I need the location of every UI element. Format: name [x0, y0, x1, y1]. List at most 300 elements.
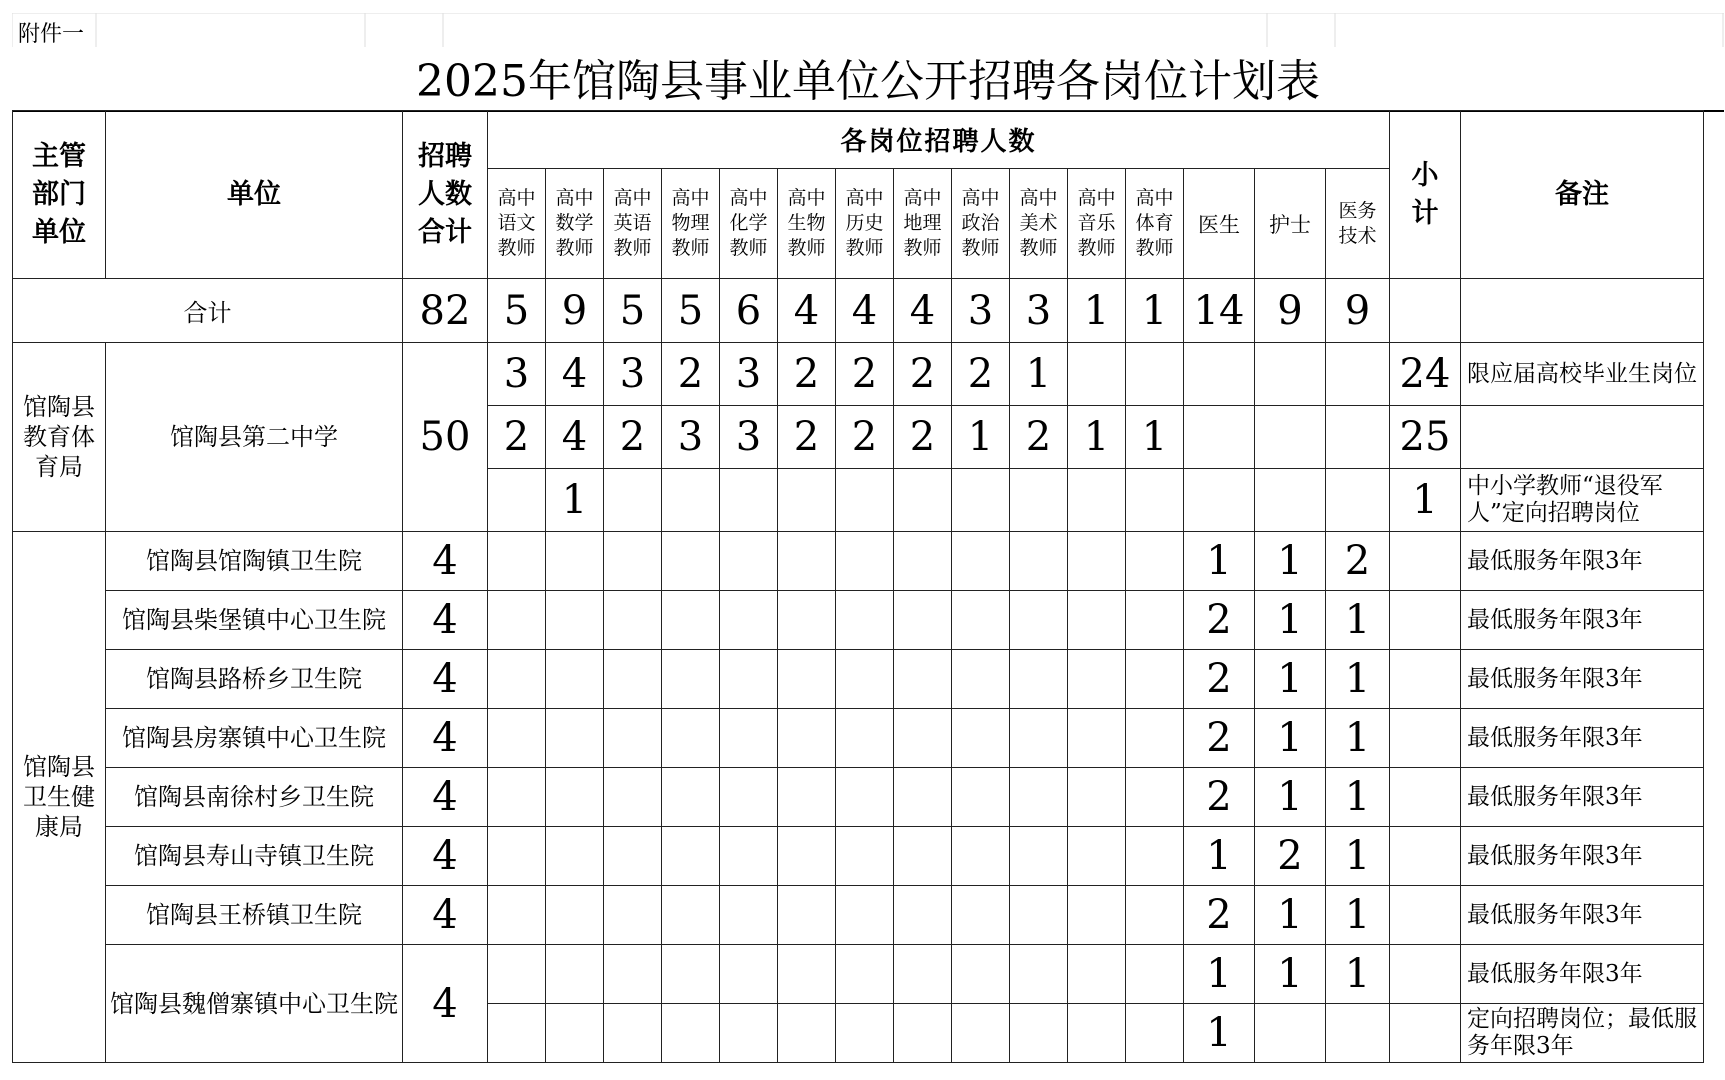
unit-total: 4: [403, 650, 488, 709]
position-count: [662, 591, 720, 650]
total-count: 82: [403, 279, 488, 343]
position-count: 2: [894, 406, 952, 469]
position-count: [1126, 1004, 1184, 1063]
position-count: [1255, 406, 1326, 469]
header-position-10: [1068, 169, 1126, 279]
row-remark: 最低服务年限3年: [1461, 709, 1704, 768]
position-count: 2: [836, 343, 894, 406]
unit-total: 4: [403, 945, 488, 1063]
position-count: 3: [720, 343, 778, 406]
nurse-count: 1: [1255, 886, 1326, 945]
unit-total: 50: [403, 343, 488, 532]
header-position-6-line: 教师: [845, 237, 884, 259]
position-count: [662, 469, 720, 532]
position-count: [720, 650, 778, 709]
position-count: [546, 827, 604, 886]
position-count: [894, 709, 952, 768]
total-remark: [1461, 279, 1704, 343]
position-count: [1068, 945, 1126, 1004]
position-count: [778, 709, 836, 768]
doctor-count: 2: [1184, 768, 1255, 827]
header-position-3-line: 高中: [671, 187, 710, 209]
row-subtotal: [1390, 532, 1461, 591]
row-subtotal: [1390, 886, 1461, 945]
header-position-14-line: 技术: [1338, 224, 1377, 247]
position-count: [778, 650, 836, 709]
position-count: 2: [952, 343, 1010, 406]
position-count: [836, 650, 894, 709]
position-count: [604, 469, 662, 532]
total-value-8: 3: [952, 279, 1010, 343]
nurse-count: 1: [1255, 650, 1326, 709]
position-count: [1068, 650, 1126, 709]
unit-total: 4: [403, 768, 488, 827]
total-value-3: 5: [662, 279, 720, 343]
header-position-0-line: 教师: [497, 237, 536, 259]
header-total-line: 人数: [418, 178, 472, 210]
dept-education-line: 馆陶县: [23, 393, 95, 421]
position-count: 2: [488, 406, 546, 469]
position-count: [488, 709, 546, 768]
header-position-2-line: 英语: [613, 212, 652, 234]
unit-total: 4: [403, 591, 488, 650]
row-subtotal: 1: [1390, 469, 1461, 532]
total-value-14: 9: [1326, 279, 1390, 343]
row-remark: 最低服务年限3年: [1461, 532, 1704, 591]
dept-health-line: 卫生健: [23, 783, 95, 811]
position-count: [1068, 532, 1126, 591]
position-count: [1010, 591, 1068, 650]
position-count: [1068, 343, 1126, 406]
position-count: [1126, 591, 1184, 650]
position-count: [952, 827, 1010, 886]
position-count: [662, 532, 720, 591]
header-position-group: 各岗位招聘人数: [488, 111, 1390, 169]
unit-name: 馆陶县柴堡镇中心卫生院: [106, 591, 403, 650]
position-count: [1126, 343, 1184, 406]
position-count: [720, 827, 778, 886]
unit-name: 馆陶县路桥乡卫生院: [106, 650, 403, 709]
header-position-0-line: 高中: [497, 187, 536, 209]
nurse-count: 1: [1255, 709, 1326, 768]
position-count: [1184, 469, 1255, 532]
header-position-7: [894, 169, 952, 279]
position-count: [1010, 709, 1068, 768]
header-position-4-line: 教师: [729, 237, 768, 259]
position-count: [662, 945, 720, 1004]
nurse-count: 1: [1255, 945, 1326, 1004]
row-subtotal: [1390, 768, 1461, 827]
position-count: [1068, 886, 1126, 945]
position-count: [894, 945, 952, 1004]
header-position-5: [778, 169, 836, 279]
position-count: [662, 1004, 720, 1063]
position-count: [488, 532, 546, 591]
position-count: [894, 469, 952, 532]
position-count: 4: [546, 406, 604, 469]
position-count: [1126, 650, 1184, 709]
row-remark: 定向招聘岗位；最低服务年限3年: [1461, 1004, 1704, 1063]
position-count: 1: [546, 469, 604, 532]
position-count: [778, 886, 836, 945]
position-count: [1010, 469, 1068, 532]
position-count: [1184, 343, 1255, 406]
header-position-0: [488, 169, 546, 279]
unit-total: 4: [403, 532, 488, 591]
unit-name: 馆陶县南徐村乡卫生院: [106, 768, 403, 827]
row-remark: [1461, 406, 1704, 469]
position-count: 3: [720, 406, 778, 469]
position-count: [720, 591, 778, 650]
position-count: [546, 532, 604, 591]
position-count: [1126, 945, 1184, 1004]
position-count: [1068, 768, 1126, 827]
header-position-11-line: 体育: [1135, 212, 1174, 234]
row-remark: 最低服务年限3年: [1461, 650, 1704, 709]
position-count: [662, 709, 720, 768]
header-dept-line: 部门: [32, 178, 86, 210]
position-count: [1010, 532, 1068, 591]
dept-education: [13, 343, 106, 532]
position-count: [1326, 343, 1390, 406]
position-count: [1126, 532, 1184, 591]
position-count: [488, 945, 546, 1004]
header-position-12-line: 医生: [1198, 212, 1240, 237]
position-count: 2: [604, 406, 662, 469]
position-count: [894, 650, 952, 709]
header-remark: 备注: [1461, 111, 1704, 279]
position-count: [778, 469, 836, 532]
position-count: [952, 650, 1010, 709]
header-position-10-line: 教师: [1077, 237, 1116, 259]
header-position-7-line: 高中: [903, 187, 942, 209]
position-count: [1010, 886, 1068, 945]
unit-name: 馆陶县馆陶镇卫生院: [106, 532, 403, 591]
position-count: [488, 827, 546, 886]
nurse-count: 1: [1255, 768, 1326, 827]
position-count: [488, 886, 546, 945]
doctor-count: 2: [1184, 650, 1255, 709]
position-count: [1068, 709, 1126, 768]
unit-name: 馆陶县第二中学: [106, 343, 403, 532]
header-position-14-line: 医务: [1338, 199, 1377, 222]
unit-total: 4: [403, 827, 488, 886]
header-total: [403, 111, 488, 279]
position-count: 2: [894, 343, 952, 406]
attachment-label: 附件一: [18, 22, 85, 47]
header-position-11-line: 高中: [1135, 187, 1174, 209]
position-count: [488, 768, 546, 827]
position-count: 4: [546, 343, 604, 406]
row-subtotal: [1390, 591, 1461, 650]
position-count: [952, 886, 1010, 945]
position-count: [662, 886, 720, 945]
header-position-9-line: 教师: [1019, 237, 1058, 259]
position-count: [720, 532, 778, 591]
page-title: 2025年馆陶县事业单位公开招聘各岗位计划表: [12, 47, 1724, 112]
position-count: [1126, 768, 1184, 827]
total-value-13: 9: [1255, 279, 1326, 343]
total-value-6: 4: [836, 279, 894, 343]
total-value-9: 3: [1010, 279, 1068, 343]
position-count: [488, 1004, 546, 1063]
position-count: [952, 1004, 1010, 1063]
header-position-8-line: 教师: [961, 237, 1000, 259]
total-value-4: 6: [720, 279, 778, 343]
position-count: [1326, 406, 1390, 469]
position-count: [952, 768, 1010, 827]
header-position-9-line: 美术: [1019, 212, 1058, 234]
position-count: 1: [1010, 343, 1068, 406]
header-position-11-line: 教师: [1135, 237, 1174, 259]
position-count: [604, 532, 662, 591]
position-count: [604, 945, 662, 1004]
header-dept-line: 单位: [32, 216, 86, 248]
position-count: [1255, 343, 1326, 406]
dept-health-line: 康局: [35, 813, 83, 841]
nurse-count: 2: [1255, 827, 1326, 886]
doctor-count: 2: [1184, 709, 1255, 768]
position-count: [662, 768, 720, 827]
position-count: [836, 945, 894, 1004]
position-count: [836, 709, 894, 768]
position-count: [778, 1004, 836, 1063]
medtech-count: 1: [1326, 886, 1390, 945]
position-count: [488, 469, 546, 532]
position-count: [1010, 945, 1068, 1004]
position-count: 2: [778, 406, 836, 469]
row-subtotal: [1390, 1004, 1461, 1063]
position-count: [836, 1004, 894, 1063]
unit-name: 馆陶县房寨镇中心卫生院: [106, 709, 403, 768]
total-value-11: 1: [1126, 279, 1184, 343]
header-position-13: [1255, 169, 1326, 279]
position-count: [1126, 886, 1184, 945]
doctor-count: 1: [1184, 532, 1255, 591]
position-count: [1326, 469, 1390, 532]
unit-total: 4: [403, 709, 488, 768]
header-position-3-line: 物理: [671, 212, 710, 234]
nurse-count: 1: [1255, 591, 1326, 650]
header-position-2-line: 高中: [613, 187, 652, 209]
position-count: 3: [488, 343, 546, 406]
row-remark: 中小学教师“退役军人”定向招聘岗位: [1461, 469, 1704, 532]
position-count: [662, 827, 720, 886]
position-count: [720, 469, 778, 532]
position-count: [546, 1004, 604, 1063]
position-count: 2: [1010, 406, 1068, 469]
position-count: 1: [952, 406, 1010, 469]
position-count: [836, 469, 894, 532]
header-position-1-line: 教师: [555, 237, 594, 259]
total-value-1: 9: [546, 279, 604, 343]
position-count: [1010, 768, 1068, 827]
position-count: [778, 827, 836, 886]
unit-name: 馆陶县王桥镇卫生院: [106, 886, 403, 945]
position-count: 3: [662, 406, 720, 469]
position-count: [894, 827, 952, 886]
position-count: [894, 1004, 952, 1063]
position-count: [1068, 591, 1126, 650]
header-position-2-line: 教师: [613, 237, 652, 259]
position-count: [604, 886, 662, 945]
position-count: [720, 886, 778, 945]
position-count: [546, 886, 604, 945]
position-count: [778, 945, 836, 1004]
position-count: [894, 886, 952, 945]
medtech-count: 1: [1326, 945, 1390, 1004]
position-count: [720, 768, 778, 827]
position-count: [1068, 827, 1126, 886]
position-count: [894, 532, 952, 591]
position-count: [1255, 469, 1326, 532]
row-remark: 最低服务年限3年: [1461, 945, 1704, 1004]
position-count: [1126, 709, 1184, 768]
doctor-count: 2: [1184, 886, 1255, 945]
position-count: [1010, 827, 1068, 886]
position-count: [720, 1004, 778, 1063]
header-position-1-line: 高中: [555, 187, 594, 209]
header-position-13-line: 护士: [1269, 212, 1311, 237]
row-remark: 最低服务年限3年: [1461, 827, 1704, 886]
header-subtotal-line: 小: [1411, 159, 1439, 191]
position-count: [546, 709, 604, 768]
position-count: [604, 1004, 662, 1063]
dept-education-line: 教育体: [23, 423, 95, 451]
position-count: [1068, 469, 1126, 532]
position-count: 3: [604, 343, 662, 406]
position-count: [1010, 1004, 1068, 1063]
medtech-count: 1: [1326, 709, 1390, 768]
position-count: 1: [1068, 406, 1126, 469]
position-count: [1126, 469, 1184, 532]
medtech-count: [1326, 1004, 1390, 1063]
header-position-4-line: 高中: [729, 187, 768, 209]
position-count: [952, 591, 1010, 650]
position-count: [894, 768, 952, 827]
position-count: [836, 591, 894, 650]
header-subtotal: [1390, 111, 1461, 279]
header-position-10-line: 高中: [1077, 187, 1116, 209]
total-value-7: 4: [894, 279, 952, 343]
header-unit: 单位: [106, 111, 403, 279]
header-dept-line: 主管: [32, 140, 86, 172]
header-position-7-line: 地理: [903, 212, 942, 234]
header-position-6-line: 历史: [845, 212, 884, 234]
row-remark: 最低服务年限3年: [1461, 886, 1704, 945]
position-count: [604, 827, 662, 886]
position-count: [952, 709, 1010, 768]
header-position-1-line: 数学: [555, 212, 594, 234]
attachment-header-row: [12, 13, 1724, 47]
position-count: [778, 532, 836, 591]
position-count: [1126, 827, 1184, 886]
medtech-count: 2: [1326, 532, 1390, 591]
medtech-count: 1: [1326, 768, 1390, 827]
dept-health-line: 馆陶县: [23, 753, 95, 781]
medtech-count: 1: [1326, 650, 1390, 709]
position-count: 2: [778, 343, 836, 406]
position-count: [1010, 650, 1068, 709]
header-position-5-line: 教师: [787, 237, 826, 259]
position-count: [836, 886, 894, 945]
position-count: 2: [662, 343, 720, 406]
header-position-9-line: 高中: [1019, 187, 1058, 209]
header-position-10-line: 音乐: [1077, 212, 1116, 234]
unit-name: 馆陶县寿山寺镇卫生院: [106, 827, 403, 886]
doctor-count: 1: [1184, 1004, 1255, 1063]
nurse-count: [1255, 1004, 1326, 1063]
header-position-9: [1010, 169, 1068, 279]
doctor-count: 2: [1184, 591, 1255, 650]
position-count: [952, 469, 1010, 532]
attachment-row-gridlines: [12, 13, 1724, 47]
header-position-3-line: 教师: [671, 237, 710, 259]
position-count: [836, 827, 894, 886]
header-position-2: [604, 169, 662, 279]
position-count: [1184, 406, 1255, 469]
header-total-line: 招聘: [418, 140, 472, 172]
position-count: 1: [1126, 406, 1184, 469]
position-count: [778, 768, 836, 827]
position-count: [894, 591, 952, 650]
header-subtotal-line: 计: [1411, 197, 1439, 229]
row-subtotal: [1390, 827, 1461, 886]
total-label: 合计: [13, 279, 403, 343]
position-count: [952, 945, 1010, 1004]
position-count: [720, 709, 778, 768]
medtech-count: 1: [1326, 591, 1390, 650]
row-subtotal: [1390, 650, 1461, 709]
dept-health: [13, 532, 106, 1063]
position-count: [604, 591, 662, 650]
position-count: [604, 709, 662, 768]
header-position-4: [720, 169, 778, 279]
total-value-5: 4: [778, 279, 836, 343]
position-count: [604, 768, 662, 827]
position-count: [836, 768, 894, 827]
doctor-count: 1: [1184, 945, 1255, 1004]
header-position-12: [1184, 169, 1255, 279]
total-value-12: 14: [1184, 279, 1255, 343]
position-count: [546, 768, 604, 827]
nurse-count: 1: [1255, 532, 1326, 591]
position-count: 2: [836, 406, 894, 469]
row-subtotal: [1390, 709, 1461, 768]
header-position-5-line: 高中: [787, 187, 826, 209]
position-count: [604, 650, 662, 709]
header-total-line: 合计: [418, 216, 472, 248]
header-position-6: [836, 169, 894, 279]
total-value-10: 1: [1068, 279, 1126, 343]
position-count: [778, 591, 836, 650]
row-remark: 限应届高校毕业生岗位: [1461, 343, 1704, 406]
unit-total: 4: [403, 886, 488, 945]
total-value-0: 5: [488, 279, 546, 343]
header-position-0-line: 语文: [497, 212, 536, 234]
header-position-8-line: 高中: [961, 187, 1000, 209]
row-remark: 最低服务年限3年: [1461, 768, 1704, 827]
header-position-4-line: 化学: [729, 212, 768, 234]
row-subtotal: 25: [1390, 406, 1461, 469]
header-position-8: [952, 169, 1010, 279]
row-subtotal: [1390, 945, 1461, 1004]
doctor-count: 1: [1184, 827, 1255, 886]
total-value-2: 5: [604, 279, 662, 343]
header-position-1: [546, 169, 604, 279]
header-position-5-line: 生物: [787, 212, 826, 234]
position-count: [546, 591, 604, 650]
